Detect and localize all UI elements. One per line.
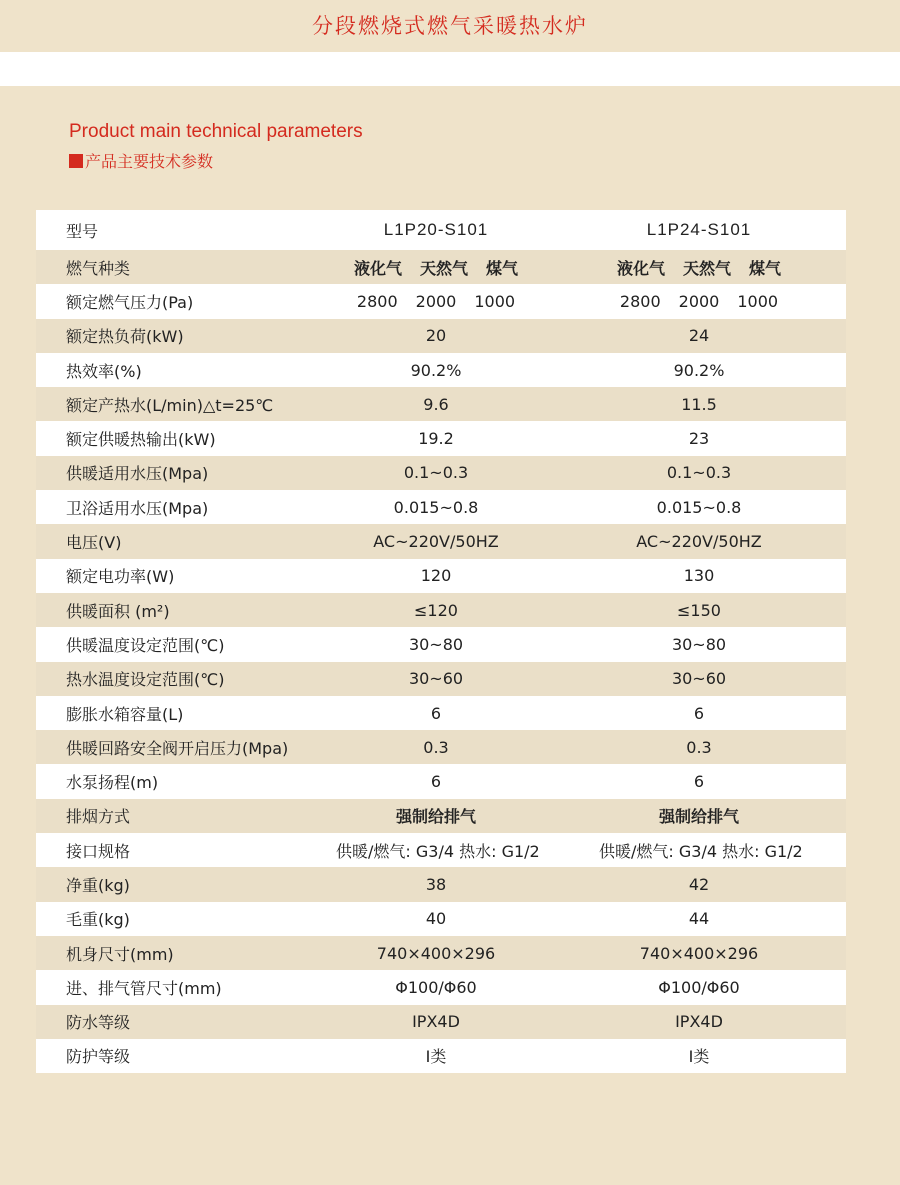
row-label: 热水温度设定范围(℃) [66,670,225,690]
row-label: 电压(V) [66,533,122,553]
row-value-b [599,292,799,311]
row-value-a: AC~220V/50HZ [373,532,499,552]
section-heading-english: Product main technical parameters [69,121,363,142]
row-value-a: 0.015~0.8 [393,497,479,517]
table-row [36,319,846,353]
bullet-square-icon [69,154,83,168]
row-label: 热效率(%) [66,361,142,381]
row-value-a [336,292,536,311]
row-value-b: 23 [688,429,710,449]
row-value-a: 6 [430,772,442,792]
row-label: 接口规格 [66,841,131,861]
row-value-item: 液化气 [616,258,665,278]
table-row [36,284,846,318]
row-value-a: 120 [420,566,452,586]
row-value-a: 40 [425,909,447,929]
row-value-b: 42 [688,874,710,894]
table-row [36,970,846,1004]
row-label: 供暖面积 (m²) [66,601,170,621]
row-value-a: 0.1~0.3 [403,463,469,483]
row-value-b: 0.1~0.3 [666,463,732,483]
model-a: L1P20-S101 [383,220,489,239]
row-value-a: 20 [425,326,447,346]
table-row [36,250,846,284]
row-value-a: 9.6 [423,394,449,414]
table-row [36,387,846,421]
row-value-a: 38 [425,874,447,894]
table-row [36,867,846,901]
row-label: 水泵扬程(m) [66,773,159,793]
row-label: 进、排气管尺寸(mm) [66,978,222,998]
row-value-item: 1000 [737,291,779,311]
table-row [36,456,846,490]
table-row [36,662,846,696]
row-value-b: I类 [688,1047,710,1067]
row-label: 额定供暖热输出(kW) [66,430,216,450]
row-value-b: Φ100/Φ60 [658,977,740,997]
row-value-a: 供暖/燃气: G3/4 热水: G1/2 [336,841,540,861]
table-row [36,593,846,627]
table-row [36,696,846,730]
spec-panel [0,86,900,1185]
row-label: 额定电功率(W) [66,567,175,587]
model-b: L1P24-S101 [646,220,752,239]
row-value-item: 天然气 [682,258,731,278]
row-value-b: 30~80 [671,634,727,654]
section-heading-chinese-text: 产品主要技术参数 [85,152,214,171]
row-value-b: IPX4D [675,1012,723,1032]
row-label: 供暖温度设定范围(℃) [66,635,225,655]
row-value-b: 11.5 [681,394,717,414]
table-row [36,799,846,833]
row-value-b: AC~220V/50HZ [636,532,762,552]
table-row [36,524,846,558]
row-label: 排烟方式 [66,807,131,827]
table-row [36,730,846,764]
row-value-b: 6 [693,772,705,792]
row-value-item: 煤气 [749,258,782,278]
table-row [36,936,846,970]
row-value-b: 130 [683,566,715,586]
row-label: 卫浴适用水压(Mpa) [66,498,209,518]
row-value-item: 2800 [356,291,398,311]
row-value-item: 2000 [678,291,720,311]
row-value-item: 2800 [619,291,661,311]
table-row [36,559,846,593]
row-value-a: IPX4D [412,1012,460,1032]
row-label: 防水等级 [66,1013,131,1033]
row-value-a: 19.2 [418,429,454,449]
row-label: 额定热负荷(kW) [66,327,184,347]
row-value-a: 30~60 [408,669,464,689]
table-row [36,627,846,661]
row-value-b: 供暖/燃气: G3/4 热水: G1/2 [599,841,803,861]
table-row [36,902,846,936]
row-label: 燃气种类 [66,258,131,278]
row-value-b: 0.3 [686,737,712,757]
row-value-item: 煤气 [486,258,519,278]
row-value-b: 0.015~0.8 [656,497,742,517]
spec-table [36,210,846,1073]
row-value-a: 30~80 [408,634,464,654]
row-value-b [599,256,799,279]
row-label: 防护等级 [66,1047,131,1067]
table-header-row [36,210,846,250]
table-row [36,421,846,455]
row-value-item: 1000 [474,291,516,311]
table-row [36,1005,846,1039]
row-value-b: 44 [688,909,710,929]
row-value-a [336,256,536,279]
row-value-a: 0.3 [423,737,449,757]
row-value-a: 强制给排气 [395,807,476,827]
row-value-item: 天然气 [419,258,468,278]
row-value-a: I类 [425,1047,447,1067]
row-label: 供暖适用水压(Mpa) [66,464,209,484]
row-value-b: 30~60 [671,669,727,689]
row-label: 机身尺寸(mm) [66,944,174,964]
row-label: 毛重(kg) [66,910,130,930]
title-banner [0,0,900,52]
section-heading-chinese [69,149,213,172]
row-value-b: 740×400×296 [639,943,759,963]
table-row [36,764,846,798]
row-value-b: 6 [693,703,705,723]
row-value-a: Φ100/Φ60 [395,977,477,997]
row-value-a: ≤120 [414,600,458,620]
row-label: 额定燃气压力(Pa) [66,292,194,312]
row-value-b: 90.2% [673,360,725,380]
row-value-b: 强制给排气 [658,807,739,827]
row-label: 膨胀水箱容量(L) [66,704,184,724]
row-value-item: 液化气 [353,258,402,278]
row-label: 净重(kg) [66,875,130,895]
row-value-b: 24 [688,326,710,346]
table-row [36,1039,846,1073]
table-row [36,353,846,387]
row-value-b: ≤150 [677,600,721,620]
page-title: 分段燃烧式燃气采暖热水炉 [312,14,588,38]
table-row [36,833,846,867]
row-label: 供暖回路安全阀开启压力(Mpa) [66,738,289,758]
row-value-a: 740×400×296 [376,943,496,963]
row-value-a: 90.2% [410,360,462,380]
row-label: 额定产热水(L/min)△t=25℃ [66,395,274,415]
model-label: 型号 [66,221,99,241]
row-value-a: 6 [430,703,442,723]
table-row [36,490,846,524]
row-value-item: 2000 [415,291,457,311]
